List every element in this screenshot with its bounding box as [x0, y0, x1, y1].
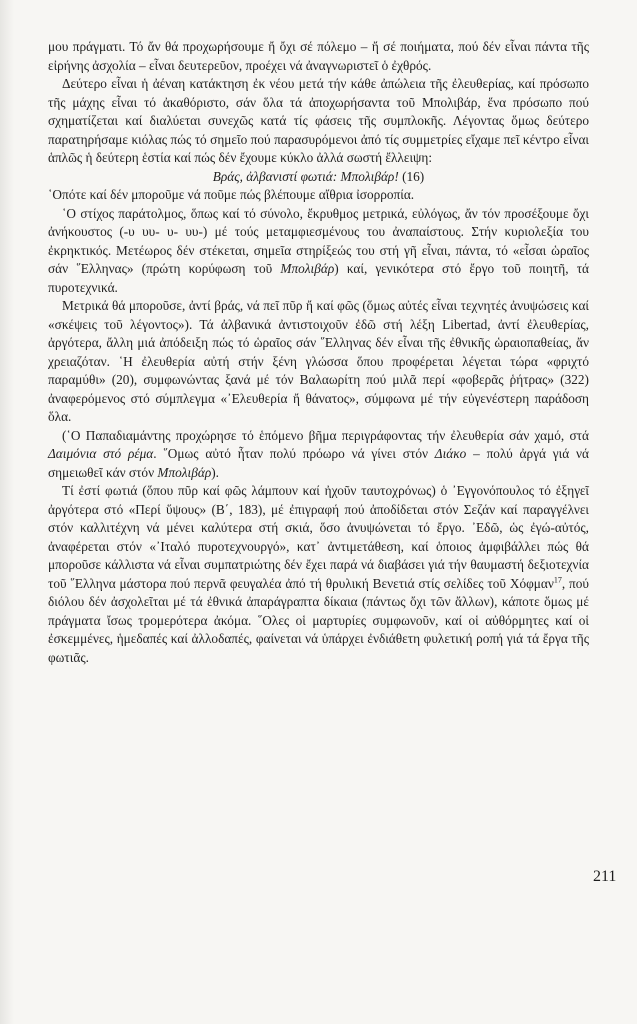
paragraph-6-text-d: ).: [211, 464, 219, 480]
page-number: 211: [593, 868, 617, 885]
verse-quote: [48, 168, 589, 187]
paragraph-1: μου πράγματι. Τό ἄν θά προχωρήσουμε ἤ ὄχι σέ πόλεμο – ἤ σέ ποιήματα, πού δέν εἶναι πάντα τῆς εἰρήνης ἀσχολία – εἶναι δευτερεῦον, προέχει νά ἀναγνωριστεῖ ὁ ἐχθρός.: [48, 39, 589, 73]
paragraph-6-title-3: Μπολιβάρ: [157, 464, 212, 480]
paragraph-6: [48, 427, 589, 483]
paragraph-7-text-a: Τί ἐστί φωτιά (ὅπου πῦρ καί φῶς λάμπουν καί ἠχοῦν ταυτοχρόνως) ὁ ᾿Εγγονόπουλος τό ἐξηγεῖ ἀργότερα στό «Περί ὕψους» (Β΄, 183), μέ ἐπιγραφή πού ἀποδίδεται στόν Σεζάν καί παραγγέλνει στόν καλλιτέχνη νά μένει καλύτερα στή σκιά, ὅσο ἀνυψώνεται τό ἔργο. ᾿Εδῶ, ὡς ἐγώ-αὐτός, ἀναφέρεται στόν «᾿Ιταλό πυροτεχνουργό», κατ᾿ ἀντιμετάθεση, καί ὁποιος ἀμφιβάλλει πώς θά μποροῦσε κάλλιστα νά εἶναι συμπατριώτης δέν ἔχει παρά νά διαβάσει γιά τήν θαυμαστή δεξιοτεχνία τοῦ ῞Ελληνα μάστορα πού περνᾶ φευγαλέα ἀπό τή θρυλική Βενετιά στίς σελίδες τοῦ Χόφμαν: [48, 483, 589, 591]
paragraph-4: [48, 205, 589, 298]
paragraph-4-title: Μπολιβάρ: [280, 261, 335, 276]
verse-reference: (16): [398, 168, 425, 184]
paragraph-4-text-a: ῾Ο στίχος παράτολμος, ὅπως καί τό σύνολο, ἔκρυθμος μετρικά, εὐλόγως, ἄν τόν προσέξουμε ὄχι ἀνήκουστος (-υ υυ- υ- υυ-) μέ τούς μεταμφιεσμένους του ἀναπαίστους. Στήν κυριολεξία του ἐκρηκτικός. Μετέωρος δέν στέκεται, σημεῖα στηρίξεώς του στή γῆ εἶναι, πάντα, τό «εἶσαι ὡραῖος σάν ῞Ελληνας» (πρώτη κορύφωση τοῦ: [48, 205, 589, 276]
paragraph-3: ῾Οπότε καί δέν μποροῦμε νά ποῦμε πώς βλέπουμε αἴθρια ἰσορροπία.: [48, 187, 415, 202]
paragraph-6-text-c: – πολύ ἀργά γιά νά σημειωθεῖ κάν στόν: [48, 446, 589, 480]
paragraph-4-text-b: ) καί, γενικότερα στό ἔργο τοῦ ποιητῆ, τά πυροτεχνικά.: [48, 261, 590, 295]
footnote-marker: 17: [553, 575, 562, 585]
paragraph-7: [48, 482, 589, 667]
verse-text: Βράς, ἀλβανιστί φωτιά: Μπολιβάρ!: [212, 168, 399, 184]
paragraph-6-text-a: (῾Ο Παπαδιαμάντης προχώρησε τό ἑπόμενο βῆμα περιγράφοντας τήν ἐλευθερία σάν χαμό, στά: [62, 427, 589, 443]
body-text: [48, 38, 589, 667]
paragraph-6-title-2: Διάκο: [434, 446, 467, 461]
paragraph-6-title-1: Δαιμόνια στό ρέμα: [48, 446, 154, 461]
paragraph-6-text-b: . ῞Ομως αὐτό ἦταν πολύ πρόωρο νά γίνει στόν: [153, 446, 435, 461]
paragraph-7-text-b: , πού διόλου δέν ἀσχολεῖται μέ τά ἐθνικά ἀπαράγραπτα δίκαια (πάντως ὄχι τῶν ἄλλων), κάποτε ὅμως μέ πράγματα ἴσως τρομερότερα ἀκόμα. ῞Ολες οἱ μαρτυρίες συμφωνοῦν, καί οἱ αὐθόρμητες καί οἱ ἐσκεμμένες, ἡμεδαπές καί ἀλλοδαπές, φαίνεται νά ὑπάρχει ἐνδιάθετη φυλετική ροπή γιά τά ἔργα τῆς φωτιᾶς.: [48, 575, 589, 665]
paragraph-2: Δεύτερο εἶναι ἡ ἀέναη κατάκτηση ἐκ νέου μετά τήν κάθε ἀπώλεια τῆς ἐλευθερίας, καί πρόσωπο τῆς μάχης εἶναι τό ἀκαθόριστο, σάν ὅλα τά ἀποχωρήσαντα τοῦ Μπολιβάρ, ἕνα πρόσωπο πού σχηματίζεται καί διαλύεται συνεχῶς κατά τίς φάσεις τῆς συμπλοκῆς. Λέγοντας ὅμως δεύτερο παρατηρήσαμε κιόλας πώς τό σημεῖο πού παρασυρόμενοι ἀπό τίς συμμετρίες εἴχαμε πεῖ κέντρο εἶναι ἁπλῶς ἡ δεύτερη ἑστία καί πώς δέν ἔχουμε κύκλο ἀλλά σωστή ἔλλειψη:: [48, 76, 589, 165]
paragraph-5: Μετρικά θά μποροῦσε, ἀντί βράς, νά πεῖ πῦρ ἤ καί φῶς (ὅμως αὐτές εἶναι τεχνητές ἀνυψώσεις καί «σκέψεις τοῦ λέγοντος»). Τά ἀλβανικά ἀντιστοιχοῦν ἐδῶ στή λέξη Libertad, ἀντί ἐλευθερίας, ἀργότερα, ἄλλη μιά ἀπόδειξη πώς τό ὡραῖος σάν ῞Ελληνας δέν εἶναι τῆς ἐθνικῆς ὡραιοπαθείας, ἄν χρειαζόταν. ῾Η ἐλευθερία αὐτή στήν ξένη γλώσσα ὅπου προφέρεται λέγεται τώρα «φριχτό παραμύθι» (20), συμφωνώντας ξανά μέ τόν Βαλαωρίτη πού μιλᾶ περί «φοβερᾶς ῥήτρας» (322) ἀναφερόμενος στό σύμπλεγμα «᾿Ελευθερία ἤ θάνατος», σύμφωνα μέ τήν εὐγενέστερη παράδοση ὅλα.: [48, 298, 589, 424]
page-fold-shadow: [0, 0, 14, 1024]
